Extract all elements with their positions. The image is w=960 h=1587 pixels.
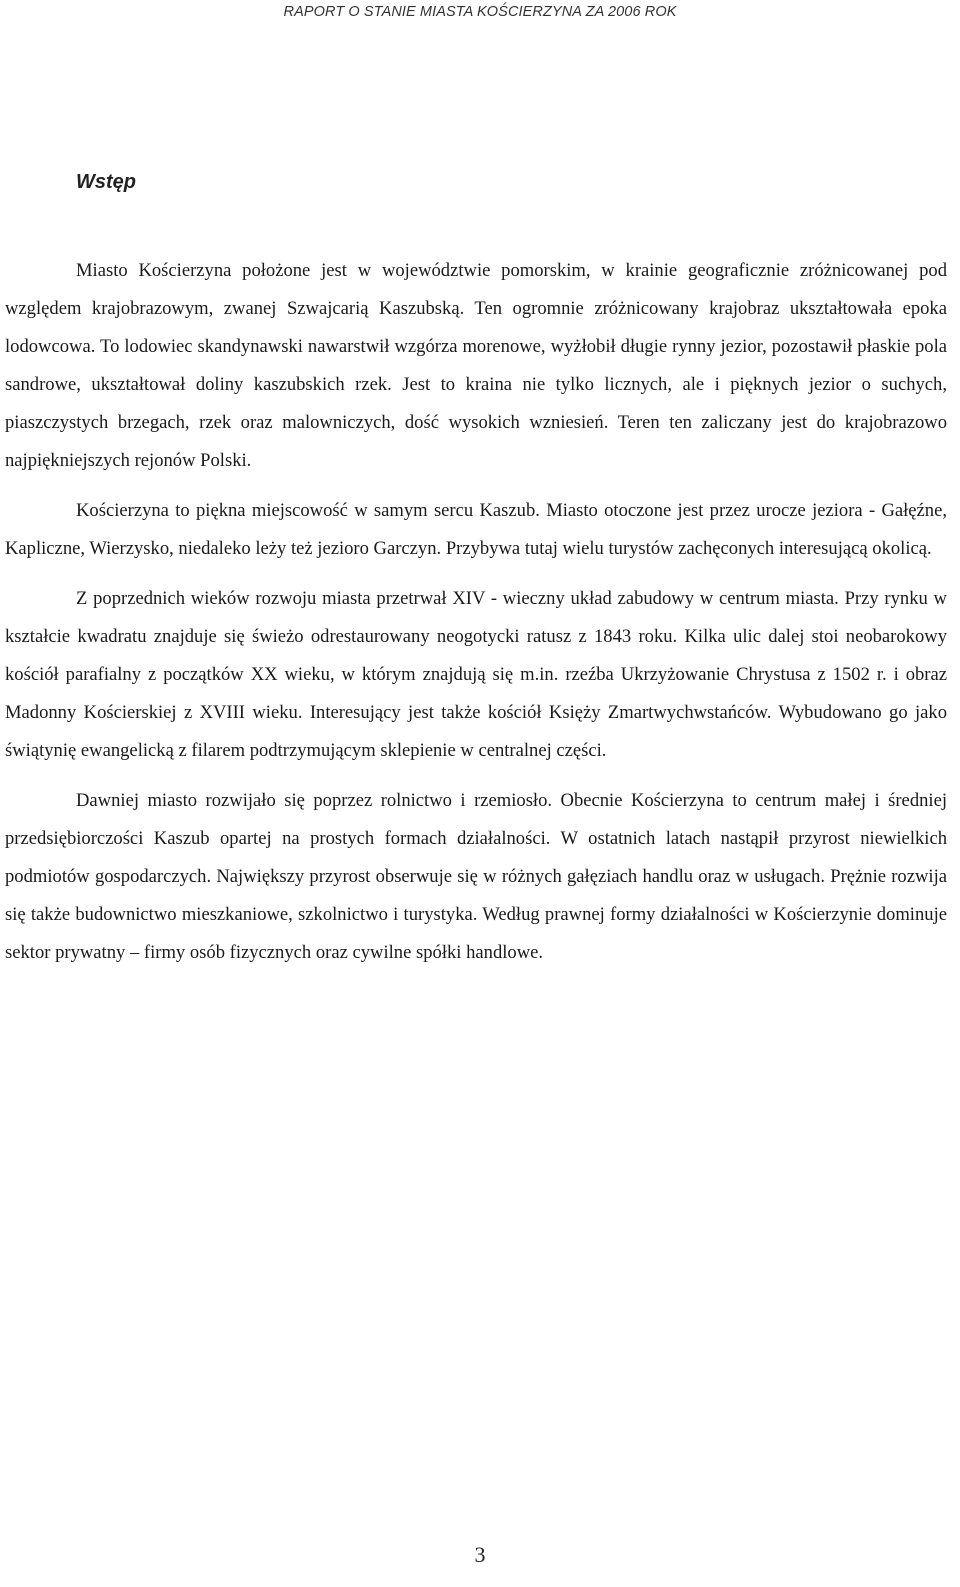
page-number: 3 — [474, 1542, 486, 1567]
paragraph-2: Kościerzyna to piękna miejscowość w samym sercu Kaszub. Miasto otoczone jest przez urocze jeziora - Gałęźne, Kapliczne, Wierzysko, niedaleko leży też jezioro Garczyn. Przybywa tutaj wielu turystów zachęconych interesującą okolicą. — [5, 500, 947, 559]
running-header: RAPORT O STANIE MIASTA KOŚCIERZYNA ZA 2006 ROK — [283, 4, 677, 20]
paragraph-1: Miasto Kościerzyna położone jest w województwie pomorskim, w krainie geograficznie zróżnicowanej pod względem krajobrazowym, zwanej Szwajcarią Kaszubską. Ten ogromnie zróżnicowany krajobraz ukształtowała epoka lodowcowa. To lodowiec skandynawski nawarstwił wzgórza morenowe, wyżłobił długie rynny jezior, pozostawił płaskie pola sandrowe, ukształtował doliny kaszubskich rzek. Jest to kraina nie tylko licznych, ale i pięknych jezior o suchych, piaszczystych brzegach, rzek oraz malowniczych, dość wysokich wzniesień. Teren ten zaliczany jest do krajobrazowo najpiękniejszych rejonów Polski. — [5, 260, 947, 471]
paragraph-3: Z poprzednich wieków rozwoju miasta przetrwał XIV - wieczny układ zabudowy w centrum miasta. Przy rynku w kształcie kwadratu znajduje się świeżo odrestaurowany neogotycki ratusz z 1843 roku. Kilka ulic dalej stoi neobarokowy kościół parafialny z początków XX wieku, w którym znajdują się m.in. rzeźba Ukrzyżowanie Chrystusa z 1502 r. i obraz Madonny Kościerskiej z XVIII wieku. Interesujący jest także kościół Księży Zmartwychwstańców. Wybudowano go jako świątynię ewangelicką z filarem podtrzymującym sklepienie w centralnej części. — [5, 588, 947, 761]
section-title: Wstęp — [76, 171, 136, 193]
paragraph-4: Dawniej miasto rozwijało się poprzez rolnictwo i rzemiosło. Obecnie Kościerzyna to centrum małej i średniej przedsiębiorczości Kaszub opartej na prostych formach działalności. W ostatnich latach nastąpił przyrost niewielkich podmiotów gospodarczych. Największy przyrost obserwuje się w różnych gałęziach handlu oraz w usługach. Prężnie rozwija się także budownictwo mieszkaniowe, szkolnictwo i turystyka. Według prawnej formy działalności w Kościerzynie dominuje sektor prywatny – firmy osób fizycznych oraz cywilne spółki handlowe. — [5, 790, 947, 963]
body-text — [5, 252, 947, 984]
